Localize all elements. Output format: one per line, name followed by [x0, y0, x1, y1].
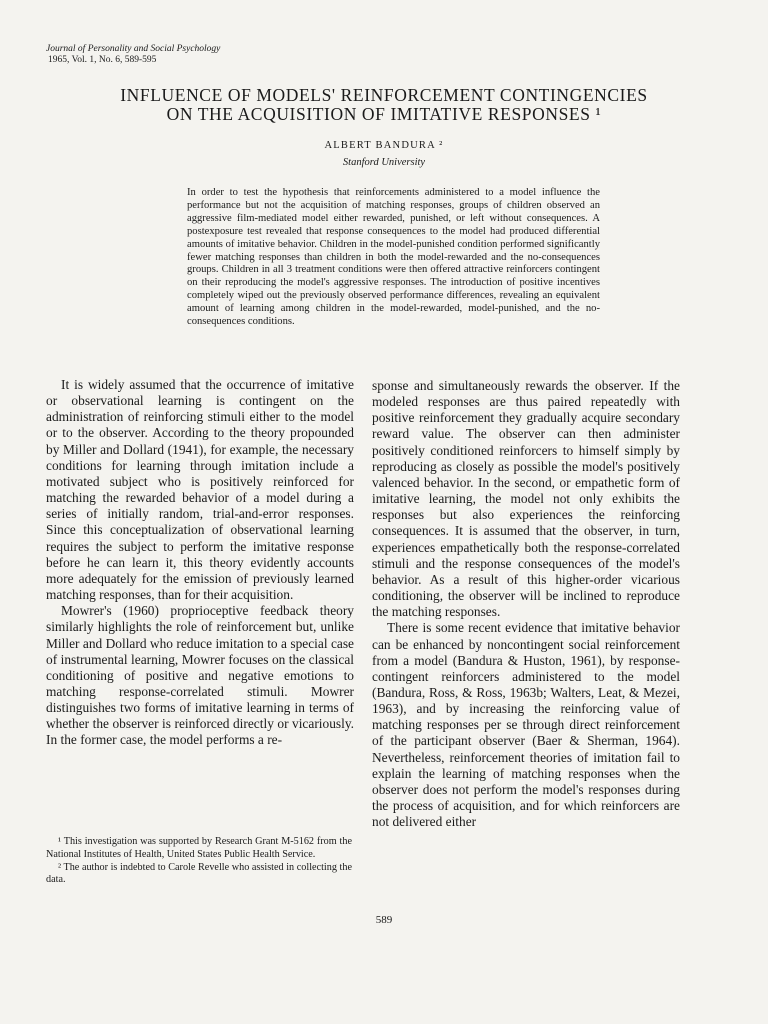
paragraph: There is some recent evidence that imitative behavior can be enhanced by noncontingent social reinforcement from a model (Bandura & Huston, 1961), by response-contingent reinforcers administered to the model (Bandura, Ross, & Ross, 1963b; Walters, Leat, & Mezei, 1963), and by increasing the reinforcing value of matching responses per se through direct reinforcement of the participant observer (Baer & Sherman, 1964). Nevertheless, reinforcement theories of imitation fail to explain the learning of matching responses when the observer does not perform the model's responses during the process of acquisition, and for which reinforcers are not delivered either — [372, 620, 680, 830]
footnote: ¹ This investigation was supported by Research Grant M-5162 from the National Institutes of Health, United States Public Health Service. — [46, 836, 352, 860]
abstract: In order to test the hypothesis that reinforcements administered to a model influence the performance but not the acquisition of matching responses, groups of children observed an aggressive film-mediated model either rewarded, punished, or left without consequences. A postexposure test revealed that response consequences to the model had produced differential amounts of imitative behavior. Children in the model-punished condition performed significantly fewer matching responses than children in both the model-rewarded and the no-consequences groups. Children in all 3 treatment conditions were then offered attractive reinforcers contingent on their reproducing the model's aggressive responses. The introduction of positive incentives completely wiped out the previously observed performance differences, revealing an equivalent amount of learning among children in the model-rewarded, model-punished, and the no-consequences conditions. — [187, 187, 600, 328]
body-column-right — [372, 378, 680, 830]
article-title — [0, 86, 768, 124]
author-affiliation: Stanford University — [342, 157, 426, 168]
footnote: ² The author is indebted to Carole Revelle who assisted in collecting the data. — [46, 861, 352, 886]
title-line-1: INFLUENCE OF MODELS' REINFORCEMENT CONTINGENCIES — [120, 85, 648, 105]
title-line-2: ON THE ACQUISITION OF IMITATIVE RESPONSES ¹ — [166, 104, 602, 124]
page-number: 589 — [375, 914, 393, 926]
paragraph: sponse and simultaneously rewards the observer. If the modeled responses are thus paired repeatedly with positive reinforcement they gradually acquire secondary reward value. The observer can then administer positively conditioned reinforcers to himself simply by reproducing as closely as possible the model's positively valenced behavior. In the second, or empathetic form of imitative learning, the model not only exhibits the responses but also experiences the reinforcing consequences. It is assumed that the observer, in turn, experiences empathetically both the response-correlated stimuli and the response consequences of the model's behavior. As a result of this higher-order vicarious conditioning, the observer will be inclined to reproduce the matching responses. — [372, 378, 680, 620]
footnotes — [46, 836, 352, 887]
paragraph: It is widely assumed that the occurrence of imitative or observational learning is contingent on the administration of reinforcing stimuli either to the model or to the observer. According to the theory propounded by Miller and Dollard (1941), for example, the necessary conditions for learning through imitation include a motivated subject who is positively reinforced for matching the rewarded behavior of a model during a series of initially random, trial-and-error responses. Since this conceptualization of observational learning requires the subject to perform the imitative response before he can learn it, this theory evidently accounts more adequately for the emission of previously learned matching responses, than for their acquisition. — [46, 377, 354, 603]
body-column-left — [46, 377, 354, 749]
volume-info: 1965, Vol. 1, No. 6, 589-595 — [48, 55, 157, 65]
journal-header — [46, 44, 220, 66]
journal-name: Journal of Personality and Social Psychology — [46, 44, 221, 54]
paragraph: Mowrer's (1960) proprioceptive feedback theory similarly highlights the role of reinforcement but, unlike Miller and Dollard who reduce imitation to a special case of instrumental learning, Mowrer focuses on the classical conditioning of positive and negative emotions to matching response-correlated stimuli. Mowrer distinguishes two forms of imitative learning in terms of whether the observer is reinforced directly or vicariously. In the former case, the model performs a re- — [46, 603, 354, 748]
author-name: ALBERT BANDURA ² — [324, 140, 444, 151]
